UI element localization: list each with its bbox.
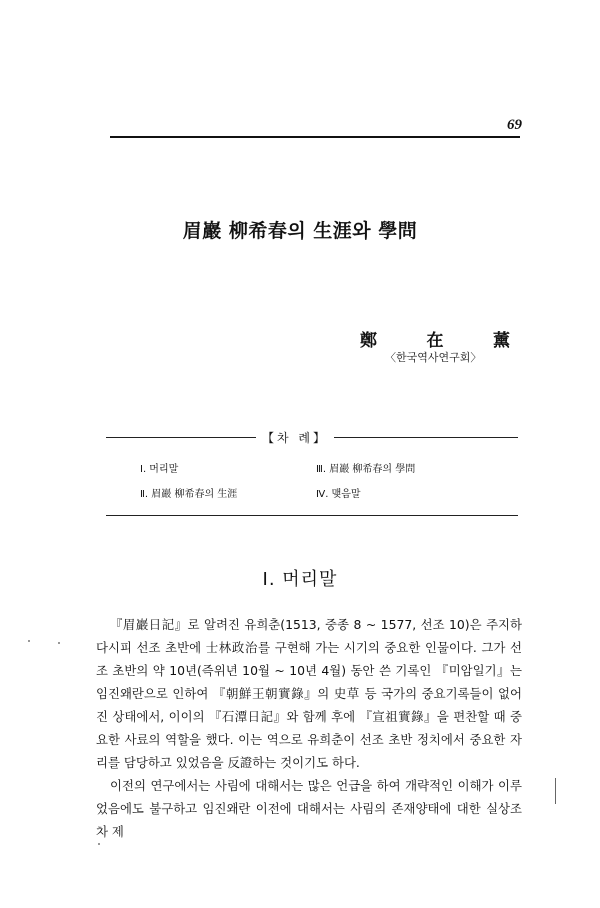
author-affiliation: 〈한국역사연구회〉 [385,351,482,364]
toc-title: 【차 례】 [256,429,334,446]
author-char: 薰 [493,331,510,351]
header-rule [110,136,520,138]
author-char: 鄭 [360,331,377,351]
page-number: 69 [507,117,522,133]
toc-item: Ⅰ. 머리말 [140,464,179,475]
toc-item: Ⅲ. 眉巖 柳希春의 學問 [316,464,416,475]
paragraph: 『眉巖日記』로 알려진 유희춘(1513, 중종 8 ~ 1577, 선조 10)은 주지하다시피 선조 초반에 士林政治를 구현해 가는 시기의 중요한 인물이다. 그가 선조 초반의 약 10년(즉위년 10월 ~ 10년 4월) 동안 쓴 기록인 『미암일기』는 임진왜란으로 인하여 『朝鮮王朝實錄』의 史草 등 국가의 중요기록들이 없어진 상태에서, 이이의 『石潭日記』와 함께 후에 『宣祖實錄』을 편찬할 때 중요한 사료의 역할을 했다. 이는 역으로 유희춘이 선조 초반 정치에서 중요한 자리를 담당하고 있었음을 反證하는 것이기도 하다. [96,617,522,770]
scan-speck [28,640,30,642]
toc-item: Ⅳ. 맺음말 [316,489,361,500]
author-char: 在 [426,331,444,351]
table-of-contents [106,431,518,516]
article-title: 眉巖 柳希春의 生涯와 學問 [182,220,418,242]
scan-speck [98,843,100,845]
author-name [360,326,510,351]
toc-item: Ⅱ. 眉巖 柳希春의 生涯 [140,489,238,500]
section-heading: Ⅰ. 머리말 [262,569,338,590]
paragraph: 이전의 연구에서는 사림에 대해서는 많은 언급을 하여 개략적인 이해가 이루었음에도 불구하고 임진왜란 이전에 대해서는 사림의 존재양태에 대한 실상조차 제 [96,778,522,839]
body-text [96,613,522,843]
scan-speck [58,642,60,644]
margin-mark [555,778,556,804]
